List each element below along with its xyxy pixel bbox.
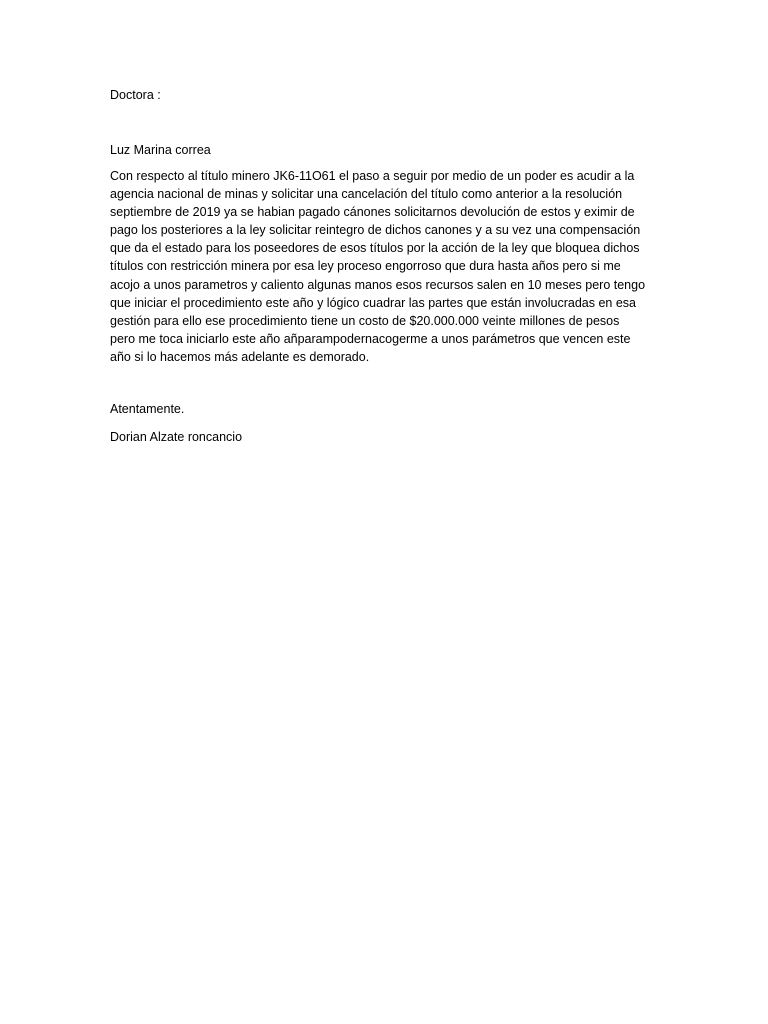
salutation: Doctora : [110,88,161,102]
body-line: pago los posteriores a la ley solicitar reintegro de dichos canones y a su vez una compensación [110,223,641,238]
body-line: gestión para ello ese procedimiento tiene un costo de $20.000.000 veinte millones de pesos [110,313,620,328]
body-line: acojo a unos parametros y caliento algunas manos esos recursos salen en 10 meses pero tengo [110,277,646,292]
body-line: que da el estado para los poseedores de esos títulos por la acción de la ley que bloquea dichos [110,241,640,256]
body-line: pero me toca iniciarlo este año añparampodernacogerme a unos parámetros que vencen este [110,331,631,346]
signature-name: Dorian Alzate roncancio [110,430,243,444]
letter-body [110,167,655,366]
body-line: año si lo hacemos más adelante es demorado. [110,349,370,364]
body-line: que iniciar el procedimiento este año y lógico cuadrar las partes que están involucradas en esa [110,295,637,310]
recipient-name: Luz Marina correa [110,143,211,157]
body-line: agencia nacional de minas y solicitar una cancelación del título como anterior a la resolución [110,187,623,202]
body-line: títulos con restricción minera por esa ley proceso engorroso que dura hasta años pero si me [110,259,621,274]
body-line: septiembre de 2019 ya se habian pagado cánones solicitarnos devolución de estos y eximir de [110,205,635,220]
closing: Atentamente. [110,402,185,416]
body-line: Con respecto al título minero JK6-11O61 el paso a seguir por medio de un poder es acudir a la [110,169,635,183]
